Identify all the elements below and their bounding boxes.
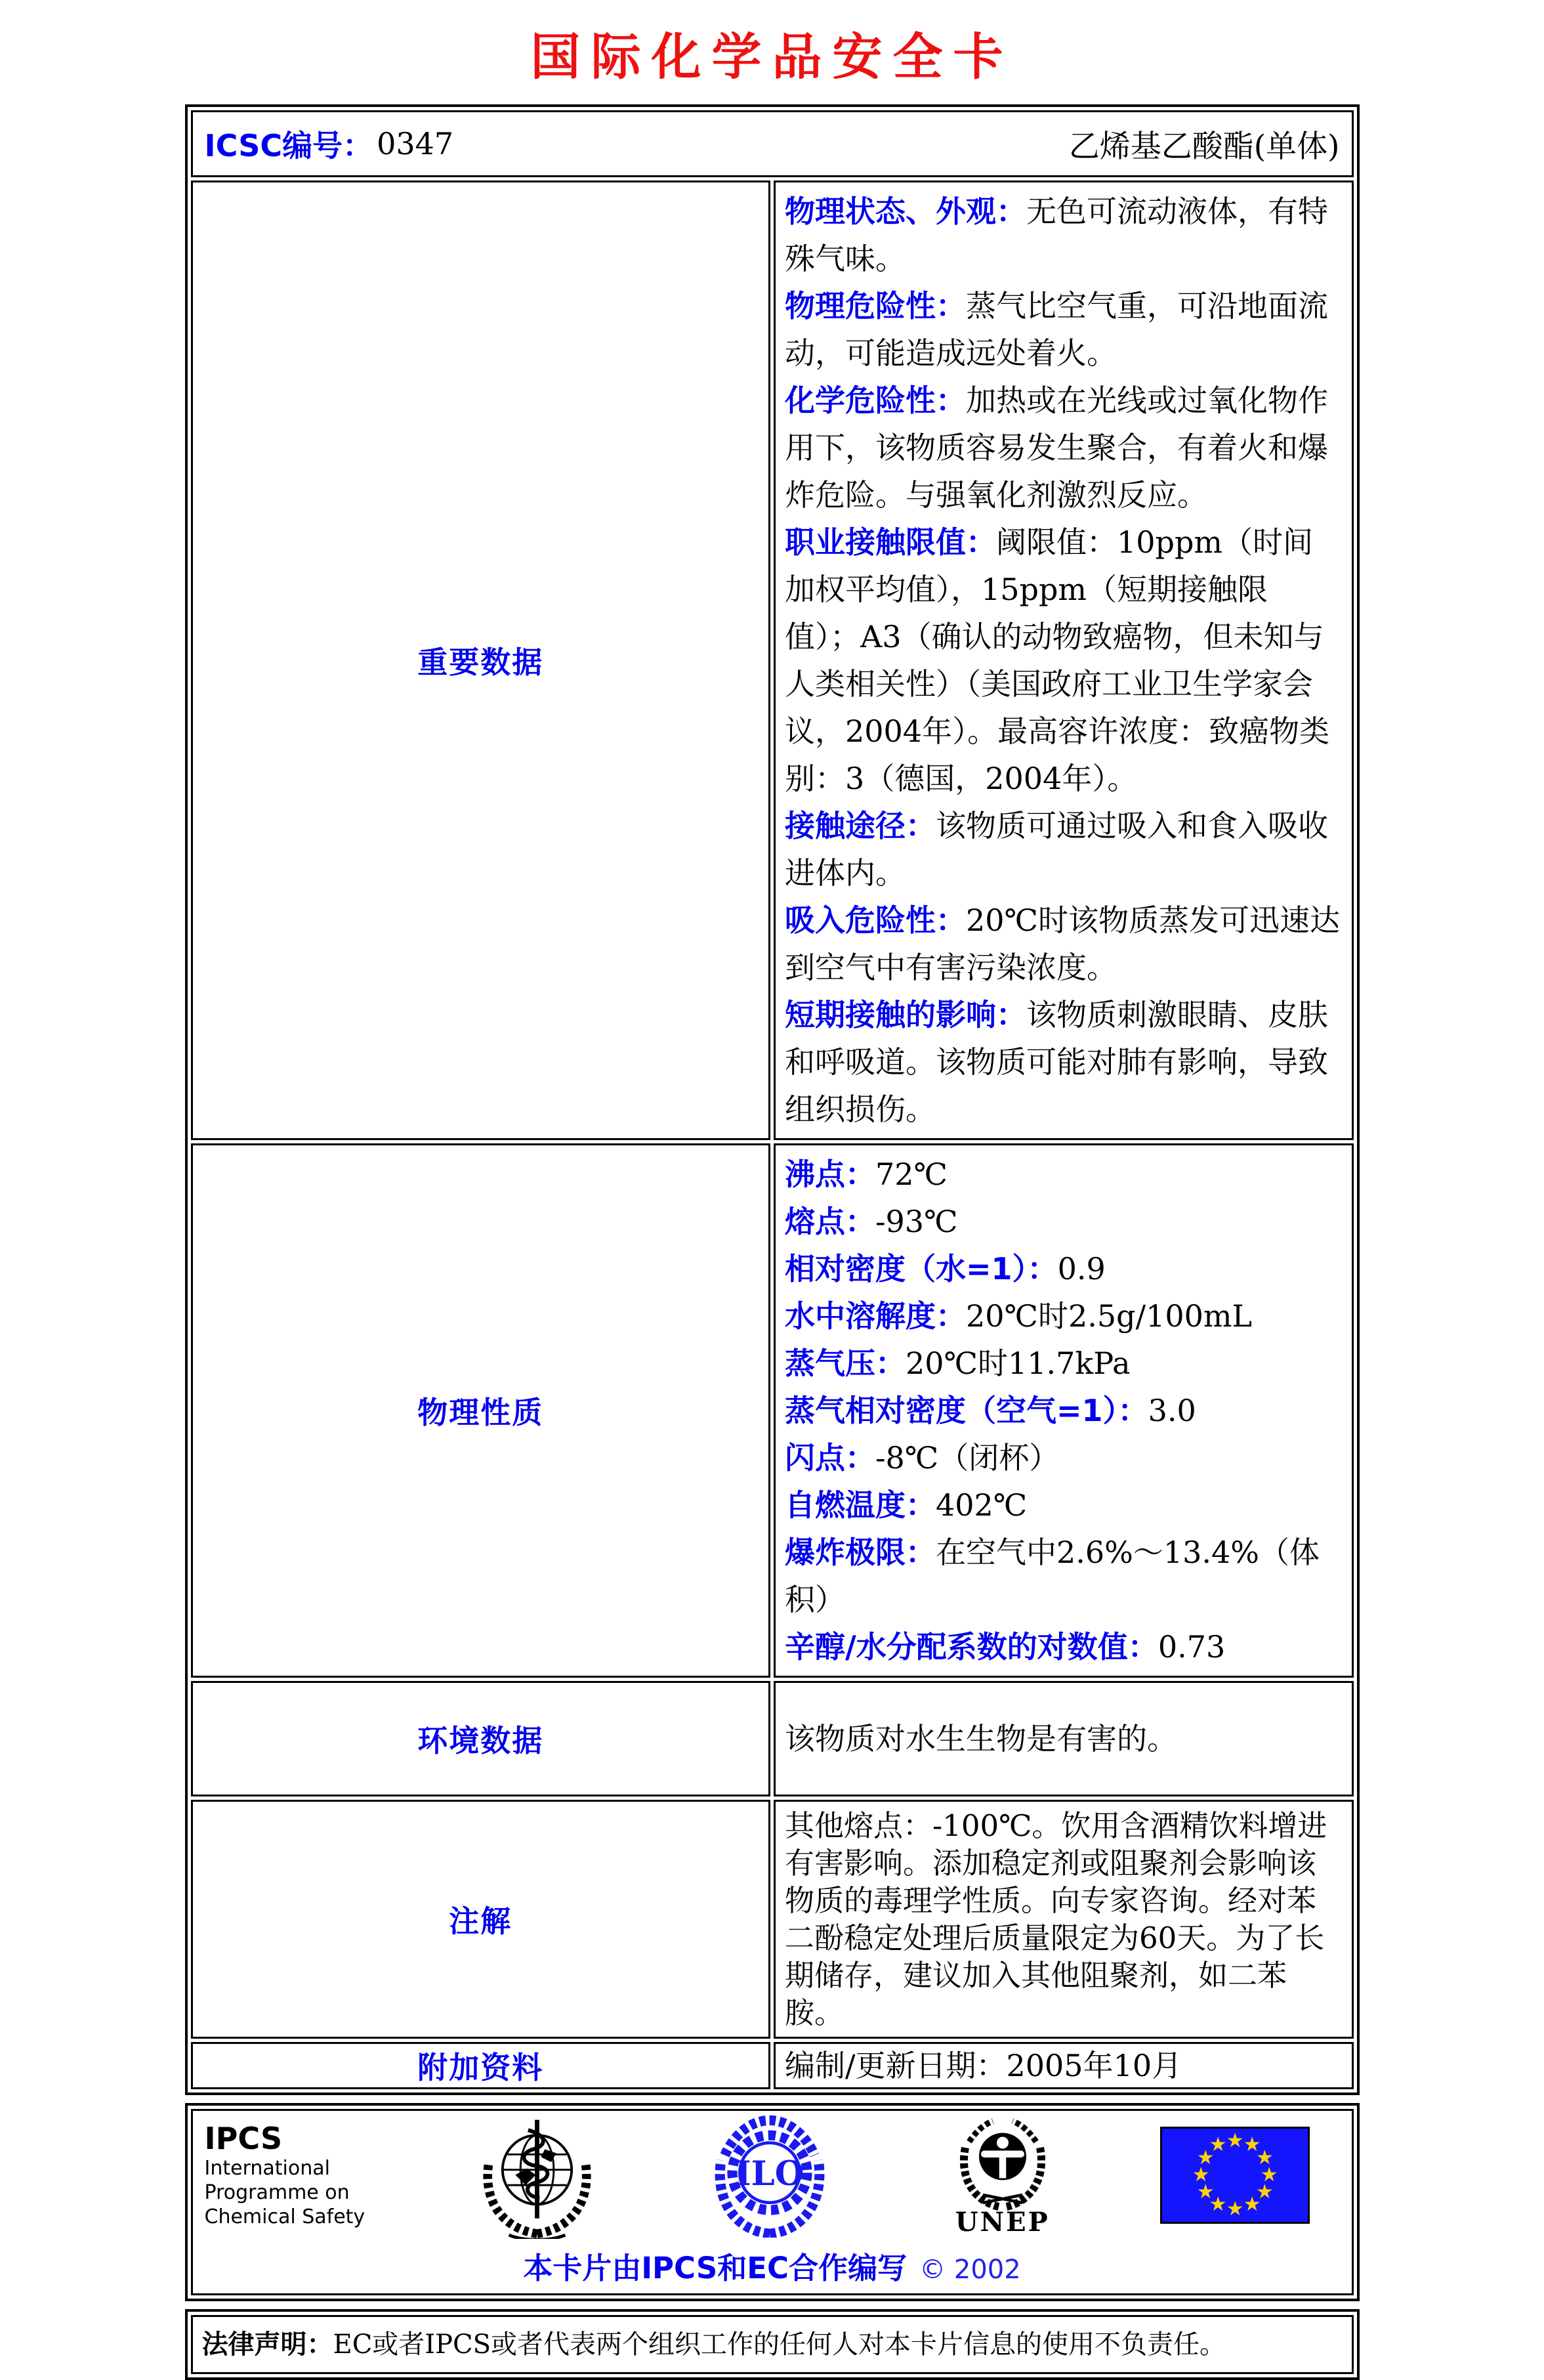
icsc-card bbox=[185, 0, 1360, 2380]
unep-logo-icon bbox=[953, 2112, 1052, 2211]
physical-item: 蒸气压：20℃时11.7kPa bbox=[785, 1346, 1131, 1381]
eu-star-icon: ★ bbox=[1209, 2133, 1227, 2157]
important-item: 化学危险性：加热或在光线或过氧化物作用下，该物质容易发生聚合，有着火和爆炸危险。与强氧化剂激烈反应。 bbox=[785, 383, 1328, 513]
ipcs-block bbox=[193, 2121, 421, 2229]
important-item: 短期接触的影响：该物质刺激眼睛、皮肤和呼吸道。该物质可能对肺有影响，导致组织损伤。 bbox=[785, 997, 1328, 1127]
eu-star-icon: ★ bbox=[1255, 2180, 1274, 2203]
physical-item: 闪点：-8℃（闭杯） bbox=[785, 1440, 1060, 1476]
eu-star-icon: ★ bbox=[1192, 2163, 1210, 2186]
svg-text:ILO: ILO bbox=[735, 2154, 804, 2194]
physical-properties-row bbox=[191, 1143, 1354, 1678]
logos-row bbox=[193, 2111, 1352, 2239]
eu-star-icon: ★ bbox=[1209, 2192, 1227, 2216]
notes-row bbox=[191, 1800, 1354, 2039]
section-label-environment: 环境数据 bbox=[191, 1681, 771, 1796]
physical-item: 爆炸极限：在空气中2.6%～13.4%（体积） bbox=[785, 1535, 1320, 1617]
logos-box bbox=[185, 2103, 1360, 2301]
legal-notice-text: EC或者IPCS或者代表两个组织工作的任何人对本卡片信息的使用不负责任。 bbox=[333, 2329, 1226, 2360]
icsc-number-label: ICSC编号： bbox=[204, 128, 373, 163]
physical-item: 蒸气相对密度（空气=1）：3.0 bbox=[785, 1393, 1196, 1428]
ipcs-subtitle-line: International bbox=[204, 2157, 330, 2180]
additional-text: 编制/更新日期：2005年10月 bbox=[785, 2048, 1182, 2083]
notes-text: 其他熔点：-100℃。饮用含酒精饮料增进有害影响。添加稳定剂或阻聚剂会影响该物质的毒理学性质。向专家咨询。经对苯二酚稳定处理后质量限定为60天。为了长期储存，建议加入其他阻聚剂，如二苯胺。 bbox=[785, 1808, 1327, 2030]
eu-star-icon: ★ bbox=[1260, 2163, 1278, 2186]
unep-logo-label: UNEP bbox=[955, 2207, 1050, 2238]
legal-notice-label: 法律声明： bbox=[201, 2329, 333, 2360]
ipcs-title: IPCS bbox=[204, 2121, 283, 2156]
important-item: 接触途径：该物质可通过吸入和食入吸收进体内。 bbox=[785, 808, 1328, 891]
copyright-text: © 2002 bbox=[919, 2255, 1021, 2285]
physical-item: 辛醇/水分配系数的对数值：0.73 bbox=[785, 1629, 1226, 1665]
credit-text: 本卡片由IPCS和EC合作编写 bbox=[523, 2251, 908, 2285]
eu-star-icon: ★ bbox=[1226, 2197, 1244, 2221]
environment-data-row bbox=[191, 1681, 1354, 1796]
who-logo-icon bbox=[473, 2111, 601, 2239]
important-item: 职业接触限值：阈限值：10ppm（时间加权平均值），15ppm（短期接触限值）；A3（确认的动物致癌物，但未知与人类相关性）（美国政府工业卫生学家会议，2004年）。最高容许浓度：致癌物类别：3（德国，2004年）。 bbox=[785, 524, 1330, 796]
physical-item: 熔点：-93℃ bbox=[785, 1204, 958, 1239]
environment-text: 该物质对水生生物是有害的。 bbox=[785, 1721, 1177, 1756]
eu-star-icon: ★ bbox=[1243, 2133, 1261, 2157]
eu-star-icon: ★ bbox=[1243, 2192, 1261, 2216]
important-item: 吸入危险性：20℃时该物质蒸发可迅速达到空气中有害污染浓度。 bbox=[785, 903, 1340, 985]
main-table bbox=[185, 104, 1360, 2095]
physical-item: 沸点：72℃ bbox=[785, 1157, 948, 1192]
eu-star-icon: ★ bbox=[1226, 2129, 1244, 2152]
physical-item: 自燃温度：402℃ bbox=[785, 1487, 1028, 1523]
credit-line bbox=[193, 2244, 1352, 2287]
physical-item: 水中溶解度：20℃时2.5g/100mL bbox=[785, 1298, 1253, 1334]
eu-star-icon: ★ bbox=[1196, 2180, 1215, 2203]
header-row bbox=[191, 110, 1354, 177]
section-label-additional: 附加资料 bbox=[191, 2042, 771, 2089]
important-item: 物理危险性：蒸气比空气重，可沿地面流动，可能造成远处着火。 bbox=[785, 288, 1328, 371]
substance-name: 乙烯基乙酸酯(单体) bbox=[1068, 128, 1340, 165]
icsc-number-value: 0347 bbox=[377, 126, 454, 161]
eu-flag-icon bbox=[1160, 2127, 1310, 2224]
physical-item: 相对密度（水=1）：0.9 bbox=[785, 1251, 1106, 1286]
eu-star-icon: ★ bbox=[1196, 2146, 1215, 2169]
ilo-logo-icon bbox=[707, 2113, 832, 2238]
section-label-important: 重要数据 bbox=[191, 181, 771, 1140]
important-item: 物理状态、外观：无色可流动液体，有特殊气味。 bbox=[785, 194, 1328, 276]
ipcs-subtitle-line: Chemical Safety bbox=[204, 2205, 365, 2228]
additional-info-row bbox=[191, 2042, 1354, 2089]
important-data-row bbox=[191, 181, 1354, 1140]
page-title: 国际化学品安全卡 bbox=[530, 28, 1014, 86]
section-label-physical: 物理性质 bbox=[191, 1143, 771, 1678]
eu-star-icon: ★ bbox=[1255, 2146, 1274, 2169]
ipcs-subtitle-line: Programme on bbox=[204, 2181, 350, 2204]
section-label-notes: 注解 bbox=[191, 1800, 771, 2039]
legal-box bbox=[185, 2309, 1360, 2380]
